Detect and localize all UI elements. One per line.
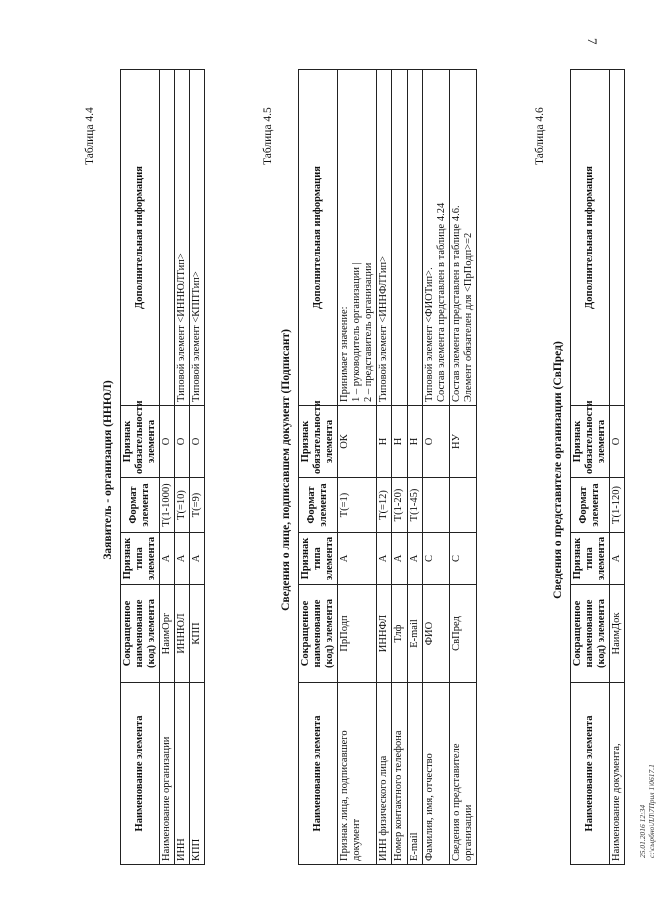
cell-required: НУ [449,406,476,478]
header-name: Наименование элемента [121,683,160,865]
cell-name: КПП [190,683,205,865]
header-required: Признак обязательности элемента [121,406,160,478]
header-info: Дополнительная информация [299,70,338,406]
cell-type: С [449,533,476,585]
cell-format: T(=1) [338,478,377,533]
cell-type: А [377,533,392,585]
cell-name: E-mail [407,683,422,865]
table-4-6-title: Сведения о представителе организации (СвПред) [552,341,564,599]
cell-required: Н [407,406,422,478]
header-code: Сокращенное наименование (код) элемента [299,585,338,683]
cell-name: Сведения о представителе организации [449,683,476,865]
cell-required: О [610,406,625,478]
cell-code: ИННЮЛ [175,585,190,683]
table-row [610,70,625,865]
header-name: Наименование элемента [299,683,338,865]
header-required: Признак обязательности элемента [299,406,338,478]
cell-info [407,70,422,406]
table-header-row [571,70,610,865]
header-code: Сокращенное наименование (код) элемента [121,585,160,683]
landscape-sheet [82,70,672,870]
table-row [175,70,190,865]
cell-format: T(=12) [377,478,392,533]
cell-name: Фамилия, имя, отчество [422,683,449,865]
cell-code: E-mail [407,585,422,683]
header-type: Признак типа элемента [299,533,338,585]
table-4-6-caption: Таблица 4.6 [534,107,546,165]
table-4-4-title: Заявитель - организация (ННЮЛ) [102,380,114,560]
cell-format: T(1-20) [392,478,407,533]
header-info: Дополнительная информация [121,70,160,406]
cell-type: А [407,533,422,585]
header-format: Формат элемента [121,478,160,533]
footnote: 25.01.2016 12:34 с:\сырбно\ЛЛ\7Прил 1\0617.1 [638,764,656,858]
table-4-5-caption: Таблица 4.5 [262,107,274,165]
table-row [377,70,392,865]
cell-required: ОК [338,406,377,478]
cell-name: Номер контактного телефона [392,683,407,865]
table-4-6 [570,69,625,865]
page-number: 7 [585,38,600,45]
cell-code: НаимОрг [160,585,175,683]
cell-type: А [190,533,205,585]
cell-type: А [160,533,175,585]
table-row [392,70,407,865]
cell-code: СвПред [449,585,476,683]
cell-code: НаимДок [610,585,625,683]
header-type: Признак типа элемента [571,533,610,585]
table-row [407,70,422,865]
header-type: Признак типа элемента [121,533,160,585]
header-code: Сокращенное наименование (код) элемента [571,585,610,683]
table-4-5 [298,69,477,865]
header-format: Формат элемента [299,478,338,533]
header-required: Признак обязательности элемента [571,406,610,478]
cell-info: Типовой элемент <ИННФЛТип> [377,70,392,406]
cell-required: О [175,406,190,478]
cell-required: О [160,406,175,478]
cell-info [160,70,175,406]
header-name: Наименование элемента [571,683,610,865]
table-row [449,70,476,865]
cell-required: Н [377,406,392,478]
cell-format: T(1-120) [610,478,625,533]
cell-name: ИНН [175,683,190,865]
cell-info: Состав элемента представлен в таблице 4.6. Элемент обязателен для <ПрПодп>=2 [449,70,476,406]
cell-info: Типовой элемент <ФИОТип>. Состав элемента представлен в таблице 4.24 [422,70,449,406]
cell-type: А [392,533,407,585]
table-4-5-title: Сведения о лице, подписавшем документ (Подписант) [280,329,292,611]
table-row [160,70,175,865]
cell-format: T(1-45) [407,478,422,533]
cell-info: Типовой элемент <КППТип> [190,70,205,406]
cell-code: ФИО [422,585,449,683]
table-header-row [299,70,338,865]
cell-format: T(=10) [175,478,190,533]
cell-name: ИНН физического лица [377,683,392,865]
cell-code: КПП [190,585,205,683]
cell-required: О [422,406,449,478]
cell-type: А [610,533,625,585]
cell-name: Признак лица, подписавшего документ [338,683,377,865]
table-4-4-caption: Таблица 4.4 [84,107,96,165]
table-4-4 [120,69,205,865]
cell-code: Тлф [392,585,407,683]
cell-required: О [190,406,205,478]
table-header-row [121,70,160,865]
cell-format [449,478,476,533]
cell-info [610,70,625,406]
header-format: Формат элемента [571,478,610,533]
cell-required: Н [392,406,407,478]
cell-format [422,478,449,533]
cell-format: T(=9) [190,478,205,533]
cell-info: Принимает значение: 1 – руководитель организации | 2 – представитель организации [338,70,377,406]
cell-code: ИННФЛ [377,585,392,683]
cell-name: Наименование документа, [610,683,625,865]
table-row [338,70,377,865]
cell-code: ПрПодп [338,585,377,683]
table-row [190,70,205,865]
cell-name: Наименование организации [160,683,175,865]
cell-type: А [338,533,377,585]
cell-info [392,70,407,406]
cell-info: Типовой элемент <ИННЮЛТип> [175,70,190,406]
cell-type: С [422,533,449,585]
cell-type: А [175,533,190,585]
header-info: Дополнительная информация [571,70,610,406]
cell-format: T(1-1000) [160,478,175,533]
table-row [422,70,449,865]
